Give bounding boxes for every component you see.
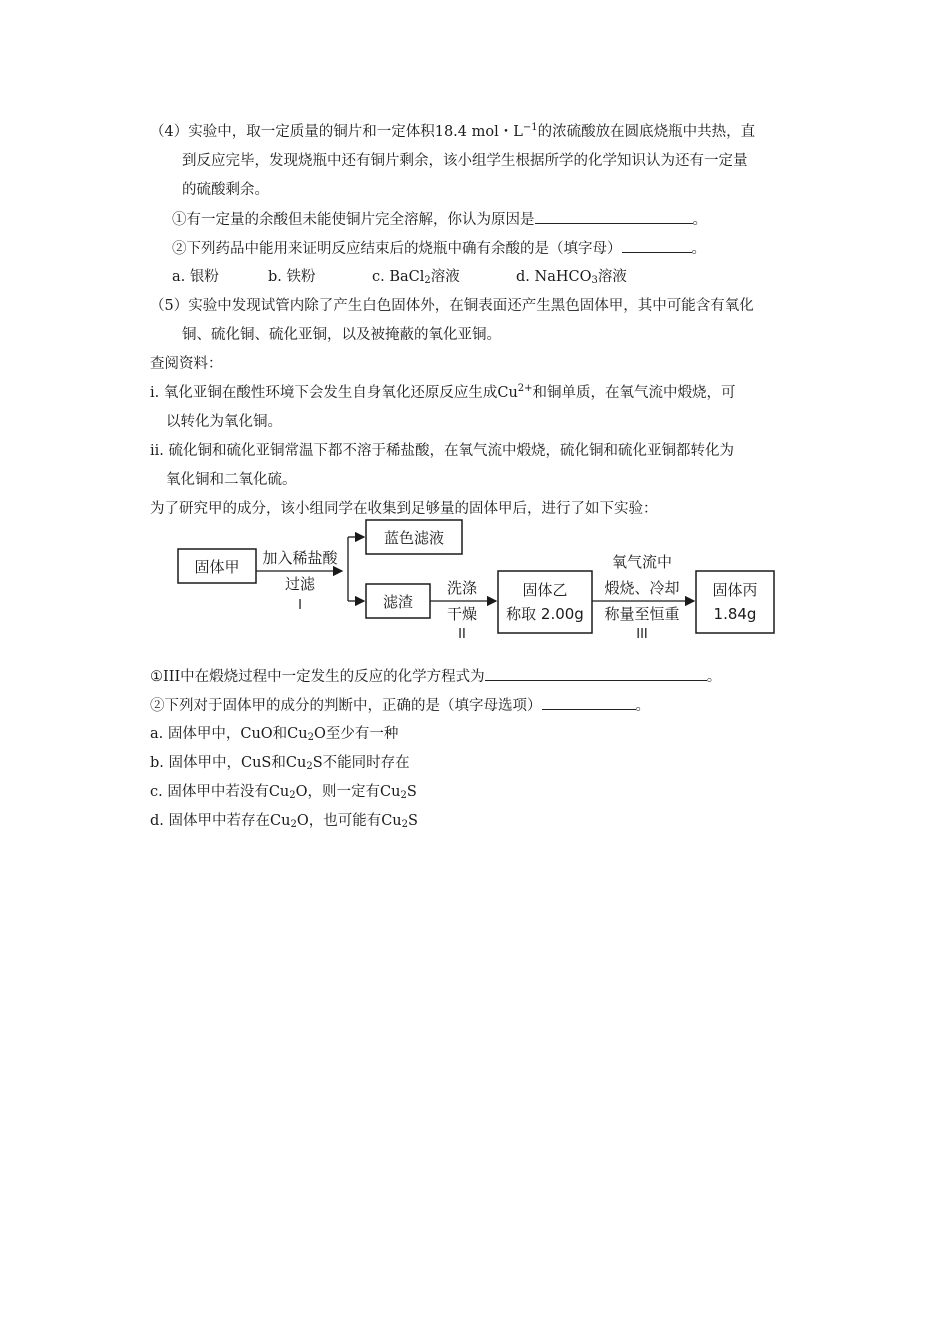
q5-study-intro: 为了研究甲的成分，该小组同学在收集到足够量的固体甲后，进行了如下实验：	[150, 501, 658, 517]
q4-option-c-text: c. BaCl	[372, 269, 425, 285]
q4-sub1-answer-blank[interactable]	[535, 209, 693, 224]
blue-filtrate-label: 蓝色滤液	[383, 529, 445, 547]
solid-c-mass: 1.84g	[713, 605, 757, 623]
q5-option-b	[150, 753, 410, 773]
q5-q2-answer-blank[interactable]	[542, 695, 636, 710]
q4-subquestion-1	[172, 209, 707, 230]
q5-opt-d-text: d. 固体甲中若存在Cu	[150, 813, 291, 829]
solid-b-label: 固体乙	[522, 581, 568, 599]
q4-subquestion-2	[172, 238, 706, 259]
q5-q2-text: ②下列对于固体甲的成分的判断中，正确的是（填字母选项）	[150, 698, 542, 714]
q5-question-2	[150, 695, 650, 716]
q4-sub1-text: ①有一定量的余酸但未能使铜片完全溶解，你认为原因是	[172, 212, 535, 228]
step-2-top-label: 洗涤	[446, 579, 478, 597]
q5-opt-b-text-2: S不能同时存在	[312, 755, 410, 771]
q5-opt-c-sub-1: 2	[289, 790, 296, 801]
q5-opt-a-text: a. 固体甲中，CuO和Cu	[150, 726, 308, 742]
q4-option-d-text: d. NaHCO	[516, 269, 592, 285]
q4-sub2-answer-blank[interactable]	[622, 238, 692, 253]
step-3-line-2: 煅烧、冷却	[604, 579, 680, 597]
q5-reference-ii-line-2: 氧化铜和二氧化硫。	[166, 472, 297, 488]
q5-opt-b-text: b. 固体甲中，CuS和Cu	[150, 755, 307, 771]
step-2-number: II	[458, 627, 466, 642]
q5-option-a	[150, 724, 398, 744]
q4-sub2-end: 。	[691, 241, 706, 257]
step-3-line-3: 称量至恒重	[604, 605, 680, 623]
step-3-line-1: 氧气流中	[611, 553, 673, 571]
q5-opt-c-text-2: O，则一定有Cu	[295, 784, 401, 800]
q5-opt-d-text-3: S	[408, 813, 418, 829]
solid-c-label: 固体丙	[712, 581, 758, 599]
q5-option-d	[150, 811, 418, 831]
solid-b-mass: 称取 2.00g	[506, 605, 584, 623]
q5-reference-ii-line-1: ii. 硫化铜和硫化亚铜常温下都不溶于稀盐酸，在氧气流中煅烧，硫化铜和硫化亚铜都转化为	[150, 443, 734, 459]
q4-intro-superscript: −1	[522, 122, 538, 133]
q4-option-c-suffix: 溶液	[430, 269, 460, 285]
step-2-bottom-label: 干燥	[446, 605, 478, 623]
step-1-bottom-label: 过滤	[284, 575, 316, 593]
q5-question-1	[150, 666, 721, 687]
q4-option-b: b. 铁粉	[268, 269, 316, 285]
q5-intro-line-1: （5）实验中发现试管内除了产生白色固体外，在铜表面还产生黑色固体甲，其中可能含有氧化	[150, 298, 754, 314]
q4-option-d-suffix: 溶液	[597, 269, 627, 285]
step-1-top-label: 加入稀盐酸	[262, 549, 338, 567]
q5-opt-b-sub: 2	[306, 761, 313, 772]
q4-intro-line-3: 的硫酸剩余。	[182, 182, 269, 198]
q5-ref-i-superscript: 2+	[517, 383, 533, 394]
q5-opt-c-text-3: S	[406, 784, 417, 800]
q4-intro-line-2: 到反应完毕，发现烧瓶中还有铜片剩余，该小组学生根据所学的化学知识认为还有一定量	[182, 153, 748, 169]
q5-opt-a-text-2: O至少有一种	[314, 726, 399, 742]
q5-opt-d-sub-2: 2	[401, 819, 409, 830]
q4-option-d-sub: 3	[591, 275, 598, 286]
step-1-number: I	[298, 598, 302, 613]
q4-option-c	[372, 267, 460, 287]
q5-opt-d-text-2: O，也可能有Cu	[296, 813, 402, 829]
q5-q1-answer-blank[interactable]	[485, 666, 707, 681]
q5-ref-i-text-2: 和铜单质，在氧气流中煅烧，可	[532, 385, 736, 401]
q4-sub2-text: ②下列药品中能用来证明反应结束后的烧瓶中确有余酸的是（填字母）	[172, 241, 622, 257]
experiment-flow-diagram	[170, 515, 790, 655]
q5-opt-c-sub-2: 2	[400, 790, 407, 801]
solid-a-label: 固体甲	[194, 558, 240, 576]
q4-intro-text: （4）实验中，取一定质量的铜片和一定体积18.4 mol・L	[150, 124, 523, 140]
step-3-number: III	[636, 627, 648, 642]
q4-option-a: a. 银粉	[172, 269, 219, 285]
q5-option-c	[150, 782, 417, 802]
q5-q1-end: 。	[706, 669, 722, 685]
q5-reference-i-line-2: 以转化为氧化铜。	[166, 414, 282, 430]
q5-q1-text: ①III中在煅烧过程中一定发生的反应的化学方程式为	[150, 669, 485, 685]
q5-opt-c-text: c. 固体甲中若没有Cu	[150, 784, 290, 800]
q4-option-d	[516, 267, 627, 287]
q4-option-c-sub: 2	[424, 275, 431, 286]
q4-sub1-end: 。	[692, 212, 707, 228]
q4-intro-text-2: 的浓硫酸放在圆底烧瓶中共热，直	[537, 124, 756, 140]
q5-opt-d-sub-1: 2	[290, 819, 297, 830]
q5-reference-i-line-1	[150, 383, 736, 403]
q5-intro-line-2: 铜、硫化铜、硫化亚铜，以及被掩蔽的氧化亚铜。	[182, 327, 501, 343]
q5-q2-end: 。	[635, 698, 650, 714]
q5-reference-title: 查阅资料：	[150, 356, 223, 372]
q5-opt-a-sub: 2	[307, 732, 314, 743]
q4-intro-line-1	[150, 122, 755, 142]
residue-label: 滤渣	[382, 593, 414, 611]
q5-ref-i-text: i. 氧化亚铜在酸性环境下会发生自身氧化还原反应生成Cu	[150, 385, 518, 401]
